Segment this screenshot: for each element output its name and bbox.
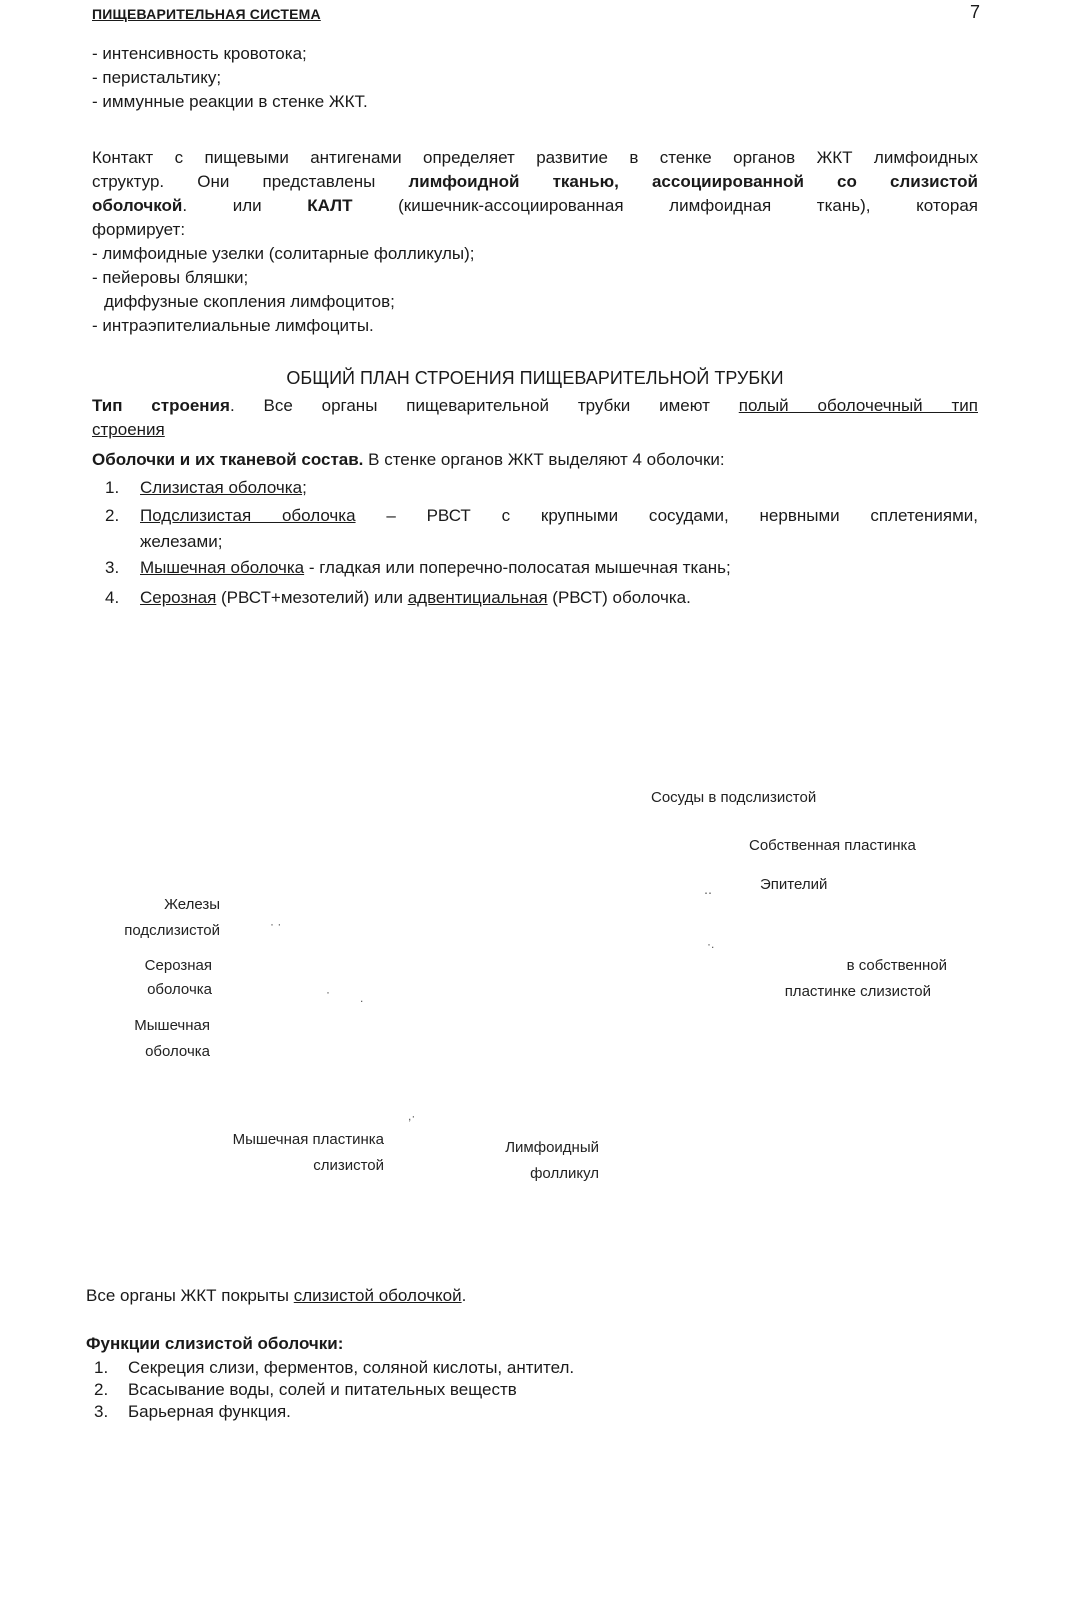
text-run: . Все органы пищеварительной трубки имеют <box>229 396 739 415</box>
label-glands-line2: подслизистой <box>124 922 220 939</box>
section-heading: ОБЩИЙ ПЛАН СТРОЕНИЯ ПИЩЕВАРИТЕЛЬНОЙ ТРУБКИ <box>286 368 784 388</box>
page-number: 7 <box>970 2 981 22</box>
mucosa-note <box>86 1284 972 1308</box>
leader-mark: ‥ <box>704 883 713 897</box>
running-header-title: ПИЩЕВАРИТЕЛЬНАЯ СИСТЕМА <box>92 6 321 22</box>
underlined-term: полый оболочечный тип <box>738 396 978 415</box>
label-muscular-line2: оболочка <box>145 1043 210 1060</box>
list-item <box>92 586 978 614</box>
paragraph-line: железами; <box>140 532 223 551</box>
label-muscularis-mucosae-line1: Мышечная пластинка <box>232 1131 384 1148</box>
bold-term: КАЛТ <box>307 196 353 215</box>
paragraph-line <box>92 448 978 472</box>
list-item: - лимфоидные узелки (солитарные фолликулы); <box>92 244 475 263</box>
text-run: Барьерная функция. <box>128 1402 291 1421</box>
bold-term: Функции слизистой оболочки: <box>86 1334 344 1353</box>
text-run: (РВСТ+мезотелий) или <box>216 588 408 607</box>
item-number: 2. <box>105 506 120 525</box>
list-item <box>92 476 978 504</box>
label-muscular-line1: Мышечная <box>134 1017 210 1034</box>
paragraph-line: формирует: <box>92 220 186 239</box>
label-lymphoid-line2: фолликул <box>530 1165 599 1182</box>
item-number: 4. <box>105 588 120 607</box>
list-item: диффузные скопления лимфоцитов; <box>104 292 395 311</box>
label-in-lamina-line2: пластинке слизистой <box>784 983 931 1000</box>
bold-term: Тип строения <box>92 396 230 415</box>
text-run: - гладкая или поперечно-полосатая мышечная ткань; <box>304 558 731 577</box>
list-item: - пейеровы бляшки; <box>92 268 249 287</box>
kalt-paragraph <box>92 146 978 242</box>
functions-heading <box>86 1332 972 1356</box>
text-run: Все органы ЖКТ покрыты <box>86 1286 294 1305</box>
structure-type-paragraph <box>92 394 978 442</box>
label-serosa-line2: оболочка <box>147 981 212 998</box>
list-item <box>92 504 978 556</box>
label-vessels: Сосуды в подслизистой <box>651 789 817 806</box>
bold-term: Оболочки и их тканевой состав. <box>92 450 364 469</box>
layers-intro <box>92 448 978 472</box>
paragraph-line <box>92 170 978 194</box>
leader-mark: ,· <box>408 1109 416 1123</box>
label-in-lamina-line1: в собственной <box>846 957 947 974</box>
item-number: 1. <box>105 478 120 497</box>
label-lymphoid-line1: Лимфоидный <box>505 1139 599 1156</box>
list-item <box>86 1356 972 1378</box>
list-item: - иммунные реакции в стенке ЖКТ. <box>92 92 368 111</box>
label-lamina-propria: Собственная пластинка <box>749 837 916 854</box>
paragraph-line <box>86 1284 972 1308</box>
underlined-term: Подслизистая оболочка <box>140 506 356 525</box>
label-serosa-line1: Серозная <box>144 957 212 974</box>
paragraph-line <box>92 418 978 442</box>
item-number: 1. <box>94 1358 109 1377</box>
intro-list <box>92 42 978 114</box>
text-run: – РВСТ с крупными сосудами, нервными сплетениями, <box>355 506 978 525</box>
text-run: ; <box>302 478 307 497</box>
layers-list <box>92 476 978 614</box>
underlined-term: адвентициальная <box>407 588 548 607</box>
label-glands-line1: Железы <box>164 896 220 913</box>
label-epithelium: Эпителий <box>760 876 828 893</box>
text-run: структур. Они представлены <box>92 172 409 191</box>
functions-section <box>86 1332 972 1422</box>
underlined-term: Слизистая оболочка <box>140 478 303 497</box>
list-item: - интенсивность кровотока; <box>92 44 307 63</box>
paragraph-line: Контакт с пищевыми антигенами определяет развитие в стенке органов ЖКТ лимфоидных <box>92 148 978 167</box>
underlined-term: Серозная <box>140 588 217 607</box>
bold-term: оболочкой <box>92 196 183 215</box>
paragraph-line <box>92 194 978 218</box>
wall-structure-figure <box>0 780 1086 1200</box>
text-run: (РВСТ) оболочка. <box>547 588 691 607</box>
underlined-term: слизистой оболочкой <box>293 1286 462 1305</box>
kalt-list <box>92 242 978 338</box>
list-item <box>86 1378 972 1400</box>
text-run: . <box>461 1286 467 1305</box>
leader-mark: · · <box>270 917 282 931</box>
text-run: Всасывание воды, солей и питательных веществ <box>128 1380 517 1399</box>
list-item <box>92 556 978 586</box>
bold-term: лимфоидной тканью, ассоциированной со слизистой <box>408 172 978 191</box>
list-item: - перистальтику; <box>92 68 222 87</box>
text-run: (кишечник-ассоциированная лимфоидная ткань), которая <box>352 196 978 215</box>
underlined-term: Мышечная оболочка <box>140 558 305 577</box>
underlined-term: строения <box>92 420 165 439</box>
leader-mark: · <box>326 985 330 999</box>
list-item <box>86 1400 972 1422</box>
text-run: . или <box>182 196 308 215</box>
paragraph-line <box>140 504 978 530</box>
leader-mark: . <box>360 991 364 1005</box>
item-number: 3. <box>105 558 120 577</box>
leader-mark: ·. <box>707 937 715 951</box>
list-item: - интраэпителиальные лимфоциты. <box>92 316 374 335</box>
label-muscularis-mucosae-line2: слизистой <box>313 1157 384 1174</box>
text-run: Секреция слизи, ферментов, соляной кислоты, антител. <box>128 1358 575 1377</box>
text-run: В стенке органов ЖКТ выделяют 4 оболочки: <box>363 450 725 469</box>
item-number: 2. <box>94 1380 109 1399</box>
paragraph-line <box>92 394 978 418</box>
item-number: 3. <box>94 1402 109 1421</box>
